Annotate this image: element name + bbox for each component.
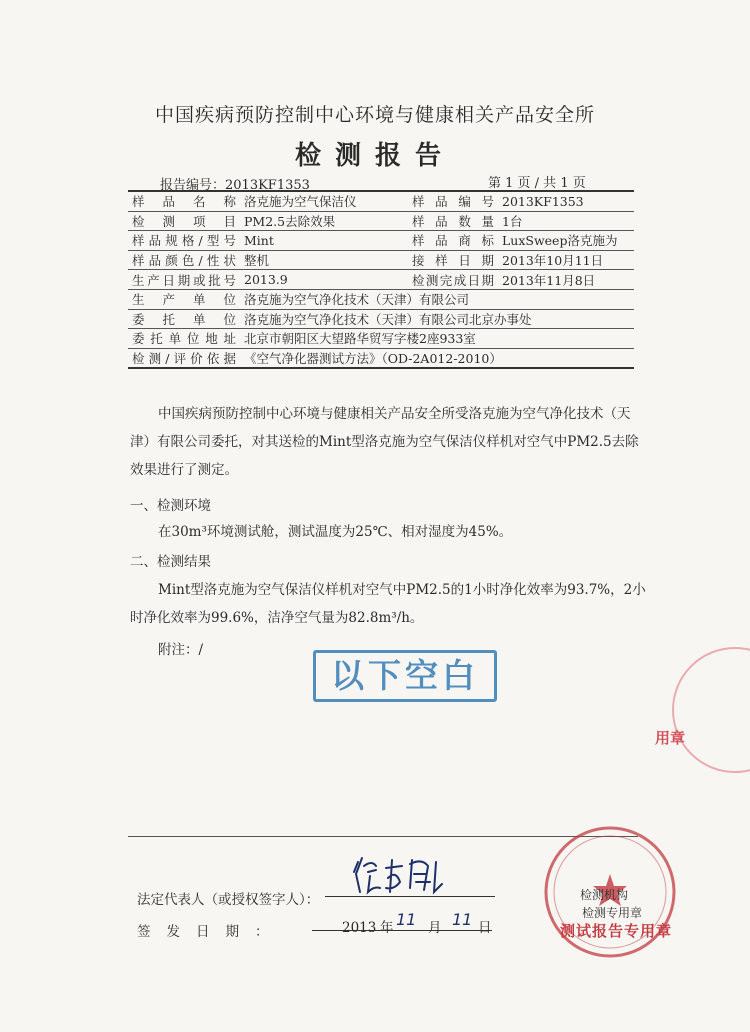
cell-value: 2013.9 [240,270,408,290]
results-text: Mint型洛克施为空气保洁仪样机对空气中PM2.5的1小时净化效率为93.7%，2小时净化效率为99.6%，洁净空气量为82.8m³/h。 [130,582,646,626]
date-line [312,930,492,931]
date-month: 11 [396,910,417,929]
cell-value: 2013年11月8日 [498,270,634,290]
date-year: 2013 [342,920,377,936]
page-info: 第 1 页 / 共 1 页 [488,176,586,191]
date-day-suffix: 日 [478,920,492,936]
cell-value: 2013年10月11日 [498,250,634,270]
table-row [128,329,634,349]
intro-paragraph: 中国疾病预防控制中心环境与健康相关产品安全所受洛克施为空气净化技术（天津）有限公司委托，对其送检的Mint型洛克施为空气保洁仪样机对空气中PM2.5去除效果进行了测定。 [130,406,639,478]
cell-value: 《空气净化器测试方法》（OD-2A012-2010） [240,348,634,368]
section-heading-environment: 一、检测环境 [130,498,211,514]
representative-label: 法定代表人（或授权签字人）： [137,892,320,908]
cell-label: 委托单位地址 [128,329,240,349]
table-row [128,348,634,368]
table-row [128,289,634,309]
date-month-suffix: 月 [428,920,442,936]
cell-label: 样品名称 [128,191,240,211]
section-heading-results: 二、检测结果 [130,554,211,570]
cell-label: 生产日期或批号 [128,270,240,290]
table-row [128,309,634,329]
table-row [128,270,634,290]
cell-value: 洛克施为空气保洁仪 [240,191,408,211]
blank-stamp: 以下空白 [313,650,497,702]
table-row [128,231,634,251]
issue-date-label: 签发日期： [137,924,285,940]
report-number-label: 报告编号： [160,178,226,193]
side-seal-text: 用章 [655,729,686,747]
cell-label: 样品商标 [408,231,498,251]
cell-label: 接样日期 [408,250,498,270]
seal-text: 测试报告专用章 [560,922,673,940]
table-row [128,191,634,211]
environment-text: 在30m³环境测试舱，测试温度为25℃、相对湿度为45%。 [158,524,513,540]
cell-label: 样品规格/型号 [128,231,240,251]
cell-value: 整机 [240,250,408,270]
signature-strokes [354,858,442,892]
cell-label: 检测完成日期 [408,270,498,290]
cell-value: PM2.5去除效果 [240,211,408,231]
cell-value: 北京市朝阳区大望路华贸写字楼2座933室 [240,329,634,349]
testing-seal-label: 检测专用章 [582,906,643,920]
cell-value: Mint [240,231,408,251]
cell-value: 1台 [498,211,634,231]
cell-label: 样品数量 [408,211,498,231]
date-day: 11 [452,910,473,929]
cell-label: 检测/评价依据 [128,348,240,368]
table-row [128,211,634,231]
side-seal-circle [673,648,750,772]
side-seal-arc [640,640,750,780]
cell-label: 检测项目 [128,211,240,231]
cell-value: LuxSweep洛克施为 [498,231,634,251]
handwritten-signature [350,852,460,898]
organization-name: 中国疾病预防控制中心环境与健康相关产品安全所 [154,104,595,126]
table-row [128,250,634,270]
report-title: 检测报告 [294,141,455,171]
cell-value: 2013KF1353 [498,191,634,211]
cell-value: 洛克施为空气净化技术（天津）有限公司 [240,289,634,309]
date-year-suffix: 年 [380,920,394,936]
cell-label: 生产单位 [128,289,240,309]
report-number-value: 2013KF1353 [225,178,310,193]
cell-value: 洛克施为空气净化技术（天津）有限公司北京办事处 [240,309,634,329]
testing-organization-label: 检测机构 [580,888,629,902]
cell-label: 样品颜色/性状 [128,250,240,270]
cell-label: 样品编号 [408,191,498,211]
note: 附注：/ [158,642,204,658]
cell-label: 委托单位 [128,309,240,329]
sample-info-table [128,190,634,369]
